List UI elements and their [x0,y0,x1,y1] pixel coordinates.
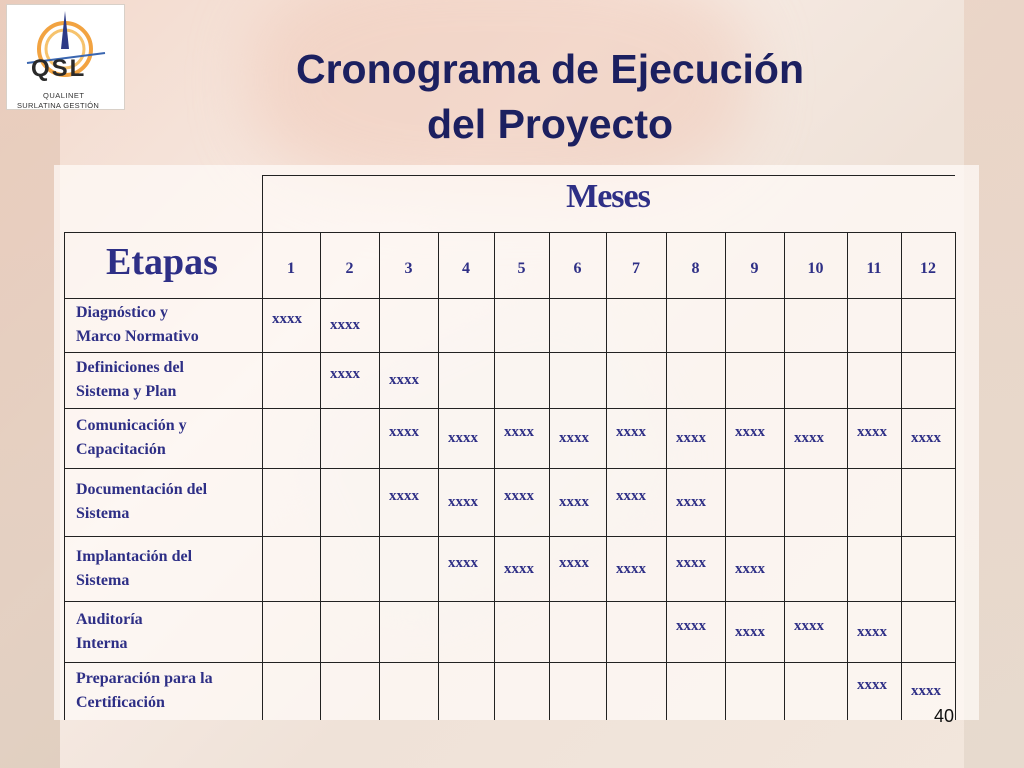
schedule-mark-month-12: xxxx [911,683,941,699]
stage-label-line: Preparación para la [76,670,213,687]
schedule-mark-month-11: xxxx [857,623,887,640]
stage-label-line: Documentación del [76,481,208,498]
stage-label-line: Sistema [76,571,130,589]
month-header-6: 6 [573,260,582,277]
schedule-mark-month-3: xxxx [389,424,419,440]
column-divider [262,232,263,720]
schedule-mark-month-7: xxxx [616,488,646,504]
schedule-mark-month-2: xxxx [330,366,360,382]
stage-label [76,667,258,715]
schedule-mark-month-8: xxxx [676,430,706,446]
schedule-mark-month-10: xxxx [794,617,824,634]
row-divider [64,408,955,409]
months-header: Meses [566,178,650,215]
schedule-mark-month-2: xxxx [330,317,360,333]
stage-label-line: Interna [76,634,128,652]
column-divider [847,232,848,720]
month-header-10: 10 [807,260,824,277]
schedule-mark-month-4: xxxx [448,430,478,446]
month-header-4: 4 [462,260,470,277]
stage-label [76,478,258,526]
stage-label-line: Implantación del [76,547,193,565]
month-header-8: 8 [691,260,700,277]
schedule-mark-month-5: xxxx [504,560,534,577]
column-divider [549,232,550,720]
column-divider [901,232,902,720]
stage-label-line: Capacitación [76,441,166,458]
title-line: Cronograma de Ejecución [295,46,805,92]
logo-subtitle: QUALINET [43,91,85,100]
stage-label-line: Auditoría [76,610,143,628]
schedule-mark-month-5: xxxx [504,424,534,440]
stage-label [76,414,258,462]
table-border [64,232,65,720]
stage-label-line: Definiciones del [76,359,184,376]
row-divider [64,298,955,299]
column-divider [320,232,321,720]
page-number: 40 [934,706,955,726]
stage-label-line: Sistema y Plan [76,383,177,400]
qsl-logo [6,4,125,110]
column-divider [379,232,380,720]
month-header-1: 1 [287,260,295,277]
background-shape [0,0,60,768]
column-divider [606,232,607,720]
row-divider [64,232,955,233]
stages-header: Etapas [106,241,218,283]
schedule-mark-month-3: xxxx [389,372,419,388]
month-header-2: 2 [345,260,354,277]
stage-label [76,301,258,349]
schedule-mark-month-10: xxxx [794,430,824,446]
schedule-mark-month-11: xxxx [857,677,887,693]
column-divider [725,232,726,720]
stage-label [76,356,258,404]
title-line: del Proyecto [426,101,674,147]
logo-subtitle: SURLATINA GESTIÓN [17,101,100,110]
row-divider [64,468,955,469]
month-header-7: 7 [632,260,640,277]
month-header-9: 9 [750,260,759,277]
slide-title [180,42,920,152]
schedule-mark-month-11: xxxx [857,424,887,440]
schedule-mark-month-1: xxxx [272,311,302,327]
stage-label-line: Diagnóstico y [76,304,168,321]
schedule-mark-month-6: xxxx [559,554,589,571]
schedule-mark-month-7: xxxx [616,560,646,577]
month-header-11: 11 [866,260,882,277]
schedule-mark-month-8: xxxx [676,494,706,510]
column-divider [438,232,439,720]
row-divider [64,352,955,353]
schedule-mark-month-9: xxxx [735,560,765,577]
table-border [262,175,955,176]
schedule-mark-month-8: xxxx [676,554,706,571]
schedule-mark-month-8: xxxx [676,617,706,634]
schedule-mark-month-6: xxxx [559,430,589,446]
schedule-mark-month-6: xxxx [559,494,589,510]
row-divider [64,601,955,602]
schedule-mark-month-3: xxxx [389,488,419,504]
column-divider [494,232,495,720]
stage-label-line: Comunicación y [76,417,187,434]
stage-label-line: Sistema [76,505,130,522]
stage-label [76,545,258,593]
stage-label-line: Certificación [76,694,165,711]
column-divider [784,232,785,720]
stage-label-line: Marco Normativo [76,328,199,345]
row-divider [64,536,955,537]
schedule-mark-month-9: xxxx [735,623,765,640]
schedule-mark-month-12: xxxx [911,430,941,446]
stage-label [76,608,258,656]
month-header-3: 3 [404,260,413,277]
month-header-5: 5 [517,260,526,277]
table-border [262,175,263,233]
schedule-mark-month-9: xxxx [735,424,765,440]
schedule-mark-month-4: xxxx [448,494,478,510]
column-divider [666,232,667,720]
month-header-12: 12 [920,260,936,277]
schedule-mark-month-4: xxxx [448,554,478,571]
schedule-mark-month-5: xxxx [504,488,534,504]
logo-wordmark: QSL [31,55,87,82]
schedule-mark-month-7: xxxx [616,424,646,440]
row-divider [64,662,955,663]
column-divider [955,232,956,720]
